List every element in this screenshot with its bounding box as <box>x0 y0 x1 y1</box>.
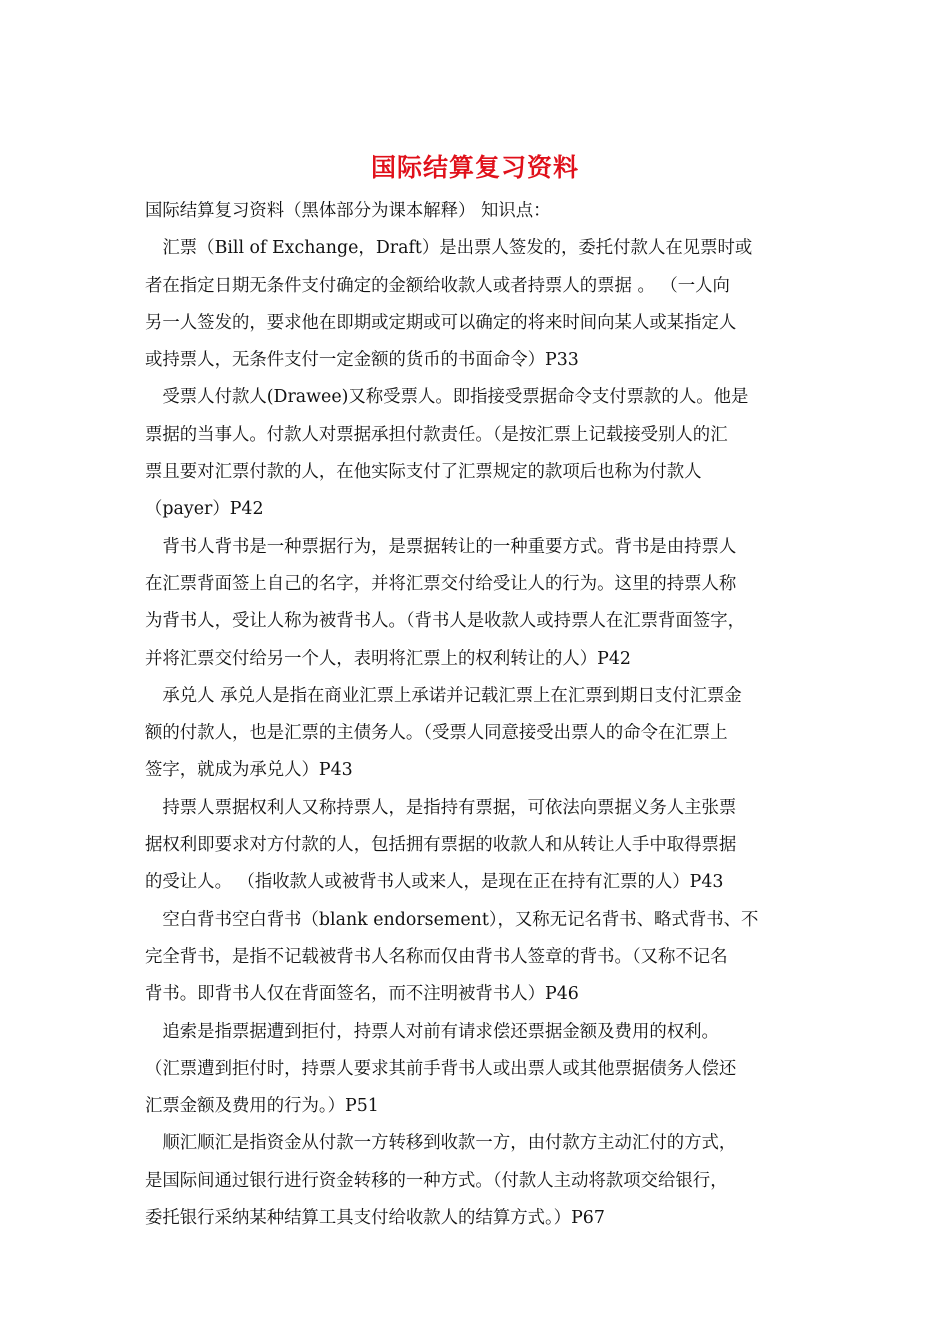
text-line: 背书。即背书人仅在背面签名，而不注明被背书人）P46 <box>145 984 579 1005</box>
text-line: 并将汇票交付给另一个人，表明将汇票上的权利转让的人）P42 <box>145 648 631 669</box>
text-line: 完全背书，是指不记载被背书人名称而仅由背书人签章的背书。（又称不记名 <box>145 946 728 967</box>
text-line: 为背书人，受让人称为被背书人。（背书人是收款人或持票人在汇票背面签字， <box>145 611 745 632</box>
text-line: 持票人票据权利人又称持票人，是指持有票据，可依法向票据义务人主张票 <box>145 797 737 818</box>
text-line: 的受让人。 （指收款人或被背书人或来人，是现在正在持有汇票的人）P43 <box>145 872 724 893</box>
text-line: 据权利即要求对方付款的人，包括拥有票据的收款人和从转让人手中取得票据 <box>145 835 737 856</box>
text-line: 或持票人，无条件支付一定金额的货币的书面命令）P33 <box>145 350 579 371</box>
text-line: 空白背书空白背书（blank endorsement），又称无记名背书、略式背书、不 <box>145 909 759 930</box>
text-line: 是国际间通过银行进行资金转移的一种方式。（付款人主动将款项交给银行， <box>145 1170 728 1191</box>
text-line: （汇票遭到拒付时，持票人要求其前手背书人或出票人或其他票据债务人偿还 <box>145 1058 737 1079</box>
text-line: 受票人付款人(Drawee)又称受票人。即指接受票据命令支付票款的人。他是 <box>145 387 749 408</box>
text-line: 签字，就成为承兑人）P43 <box>145 760 353 781</box>
text-line: 顺汇顺汇是指资金从付款一方转移到收款一方，由付款方主动汇付的方式， <box>145 1133 737 1154</box>
text-line: 国际结算复习资料（黑体部分为课本解释） 知识点： <box>145 201 551 221</box>
document-title: 国际结算复习资料 <box>370 153 579 182</box>
text-line: 票且要对汇票付款的人，在他实际支付了汇票规定的款项后也称为付款人 <box>145 462 702 483</box>
text-line: 承兑人 承兑人是指在商业汇票上承诺并记载汇票上在汇票到期日支付汇票金 <box>145 685 742 706</box>
text-line: 汇票（Bill of Exchange，Draft）是出票人签发的，委托付款人在见票时或 <box>145 238 753 259</box>
text-line: 票据的当事人。付款人对票据承担付款责任。（是按汇票上记载接受别人的汇 <box>145 424 728 445</box>
text-line: 额的付款人，也是汇票的主债务人。（受票人同意接受出票人的命令在汇票上 <box>145 723 728 744</box>
text-line: 在汇票背面签上自己的名字，并将汇票交付给受让人的行为。这里的持票人称 <box>145 573 737 594</box>
text-line: 另一人签发的，要求他在即期或定期或可以确定的将来时间向某人或某指定人 <box>145 312 737 333</box>
text-line: 追索是指票据遭到拒付，持票人对前有请求偿还票据金额及费用的权利。 <box>145 1021 719 1042</box>
text-line: 汇票金额及费用的行为。）P51 <box>145 1096 379 1117</box>
text-line: （payer）P42 <box>145 499 264 520</box>
text-line: 委托银行采纳某种结算工具支付给收款人的结算方式。）P67 <box>145 1208 605 1229</box>
text-line: 背书人背书是一种票据行为，是票据转让的一种重要方式。背书是由持票人 <box>145 536 737 557</box>
text-line: 者在指定日期无条件支付确定的金额给收款人或者持票人的票据 。 （一人向 <box>145 275 730 296</box>
document-body <box>145 193 810 1237</box>
